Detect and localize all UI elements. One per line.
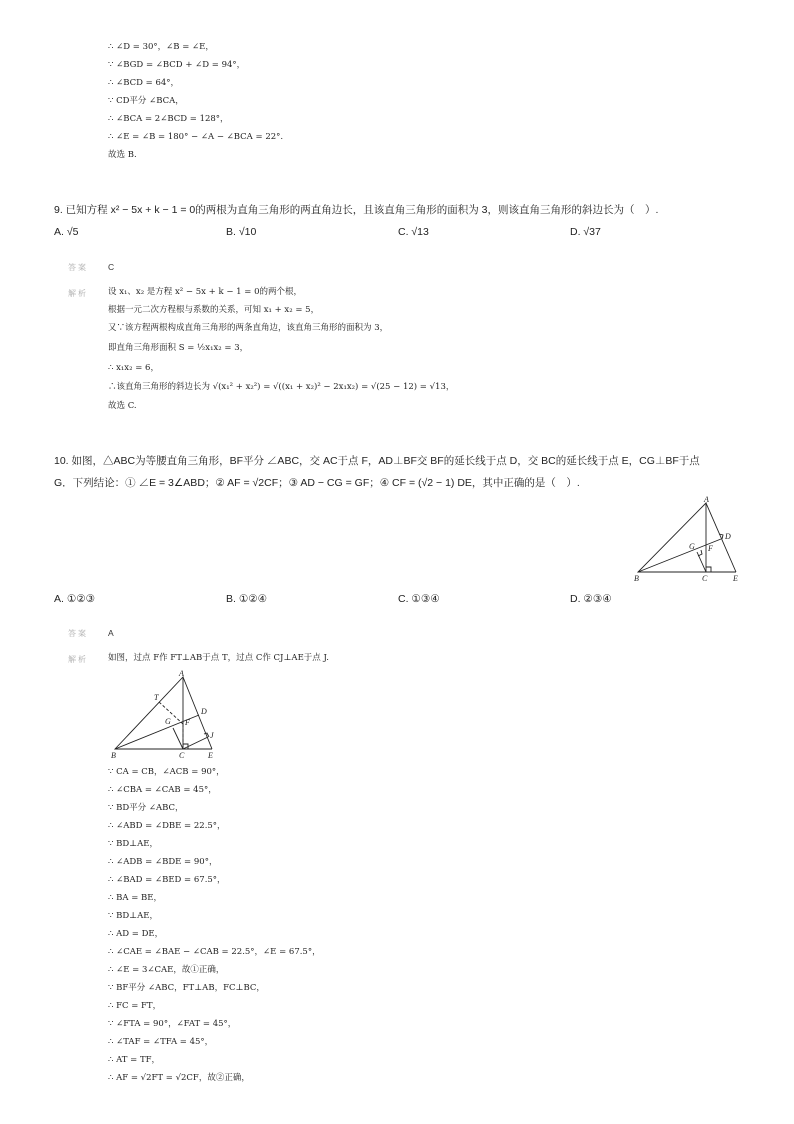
- analysis-label: 解析: [68, 289, 88, 298]
- answer-label: 答案: [68, 263, 88, 272]
- label-c: C: [702, 574, 708, 583]
- option-a: A. √5: [54, 226, 79, 238]
- question-stem: 9. 已知方程 x² − 5x + k − 1 = 0的两根为直角三角形的两直角边长，且该直角三角形的面积为 3，则该直角三角形的斜边长为（ ）.: [54, 204, 659, 216]
- analysis-line: ∴ ∠E = 3∠CAE，故①正确，: [108, 965, 225, 975]
- analysis-line: ∴ FC = FT，: [108, 1001, 162, 1011]
- label-f: F: [185, 718, 190, 727]
- analysis-line: ∴ ∠BAD = ∠BED = 67.5°，: [108, 875, 226, 885]
- analysis-line: 故选 C.: [108, 401, 137, 411]
- solution-figure: [108, 667, 226, 761]
- triangle-figure: [630, 493, 746, 585]
- label-f: F: [708, 544, 713, 553]
- analysis-label: 解析: [68, 655, 88, 664]
- label-a: A: [179, 669, 184, 678]
- analysis-line: ∵ BD⊥AE，: [108, 839, 159, 849]
- analysis-line: 又∵该方程两根构成直角三角形的两条直角边，该直角三角形的面积为 3，: [108, 323, 389, 333]
- option-b: B. √10: [226, 226, 257, 238]
- label-g: G: [165, 717, 171, 726]
- question-stem-line-1: 10. 如图，△ABC为等腰直角三角形，BF平分 ∠ABC，交 AC于点 F，AD⊥BF交 BF的延长线于点 D，交 BC的延长线于点 E，CG⊥BF于点: [54, 455, 700, 467]
- label-j: J: [210, 731, 214, 740]
- solution-line: ∴ ∠BCD = 64°，: [108, 78, 180, 88]
- analysis-line: ∴ ∠ADB = ∠BDE = 90°，: [108, 857, 218, 867]
- label-b: B: [634, 574, 639, 583]
- solution-line: ∴ ∠E = ∠B = 180° − ∠A − ∠BCA = 22°.: [108, 132, 284, 142]
- label-d: D: [201, 707, 207, 716]
- label-b: B: [111, 751, 116, 760]
- analysis-line: ∴ BA = BE，: [108, 893, 162, 903]
- option-a: A. ①②③: [54, 593, 96, 605]
- solution-line: ∵ ∠BGD = ∠BCD + ∠D = 94°，: [108, 60, 246, 70]
- analysis-line: ∴ AT = TF，: [108, 1055, 161, 1065]
- analysis-line: ∵ BF平分 ∠ABC，FT⊥AB，FC⊥BC，: [108, 983, 265, 993]
- option-b: B. ①②④: [226, 593, 268, 605]
- answer-value: C: [108, 262, 115, 272]
- option-c: C. ①③④: [398, 593, 440, 605]
- analysis-line: ∴ AD = DE，: [108, 929, 164, 939]
- analysis-line: ∵ ∠FTA = 90°，∠FAT = 45°，: [108, 1019, 237, 1029]
- label-g: G: [689, 542, 695, 551]
- analysis-line: ∵ BD⊥AE，: [108, 911, 159, 921]
- solution-line: ∵ CD平分 ∠BCA，: [108, 96, 184, 106]
- analysis-line: ∵ BD平分 ∠ABC，: [108, 803, 184, 813]
- analysis-line: 设 x₁、x₂ 是方程 x² − 5x + k − 1 = 0的两个根，: [108, 287, 302, 297]
- analysis-line: ∴该直角三角形的斜边长为 √(x₁² + x₂²) = √((x₁ + x₂)² − 2x₁x₂) = √(25 − 12) = √13，: [108, 382, 455, 392]
- solution-line: 故选 B.: [108, 150, 137, 160]
- answer-label: 答案: [68, 629, 88, 638]
- analysis-line: ∴ ∠ABD = ∠DBE = 22.5°，: [108, 821, 226, 831]
- label-e: E: [733, 574, 738, 583]
- answer-value: A: [108, 628, 114, 638]
- solution-line: ∴ ∠D = 30°，∠B = ∠E，: [108, 42, 214, 52]
- analysis-line: ∴ x₁x₂ = 6，: [108, 363, 159, 373]
- analysis-line: ∴ AF = √2FT = √2CF，故②正确，: [108, 1073, 250, 1083]
- option-c: C. √13: [398, 226, 429, 238]
- analysis-line: 即直角三角形面积 S = ½x₁x₂ = 3，: [108, 343, 249, 353]
- option-d: D. ②③④: [570, 593, 612, 605]
- label-d: D: [725, 532, 731, 541]
- analysis-line: ∴ ∠CAE = ∠BAE − ∠CAB = 22.5°，∠E = 67.5°，: [108, 947, 321, 957]
- question-stem-line-2: G．下列结论：① ∠E = 3∠ABD；② AF = √2CF；③ AD − CG = GF；④ CF = (√2 − 1) DE，其中正确的是（ ）.: [54, 477, 580, 489]
- analysis-line: 根据一元二次方程根与系数的关系，可知 x₁ + x₂ = 5，: [108, 305, 320, 315]
- analysis-line: ∴ ∠CBA = ∠CAB = 45°，: [108, 785, 217, 795]
- label-a: A: [704, 495, 709, 504]
- analysis-line: ∵ CA = CB，∠ACB = 90°，: [108, 767, 225, 777]
- analysis-intro: 如图，过点 F作 FT⊥AB于点 T，过点 C作 CJ⊥AE于点 J.: [108, 653, 329, 663]
- analysis-line: ∴ ∠TAF = ∠TFA = 45°，: [108, 1037, 214, 1047]
- solution-line: ∴ ∠BCA = 2∠BCD = 128°，: [108, 114, 229, 124]
- label-t: T: [154, 693, 159, 702]
- option-d: D. √37: [570, 226, 601, 238]
- label-c: C: [179, 751, 185, 760]
- label-e: E: [208, 751, 213, 760]
